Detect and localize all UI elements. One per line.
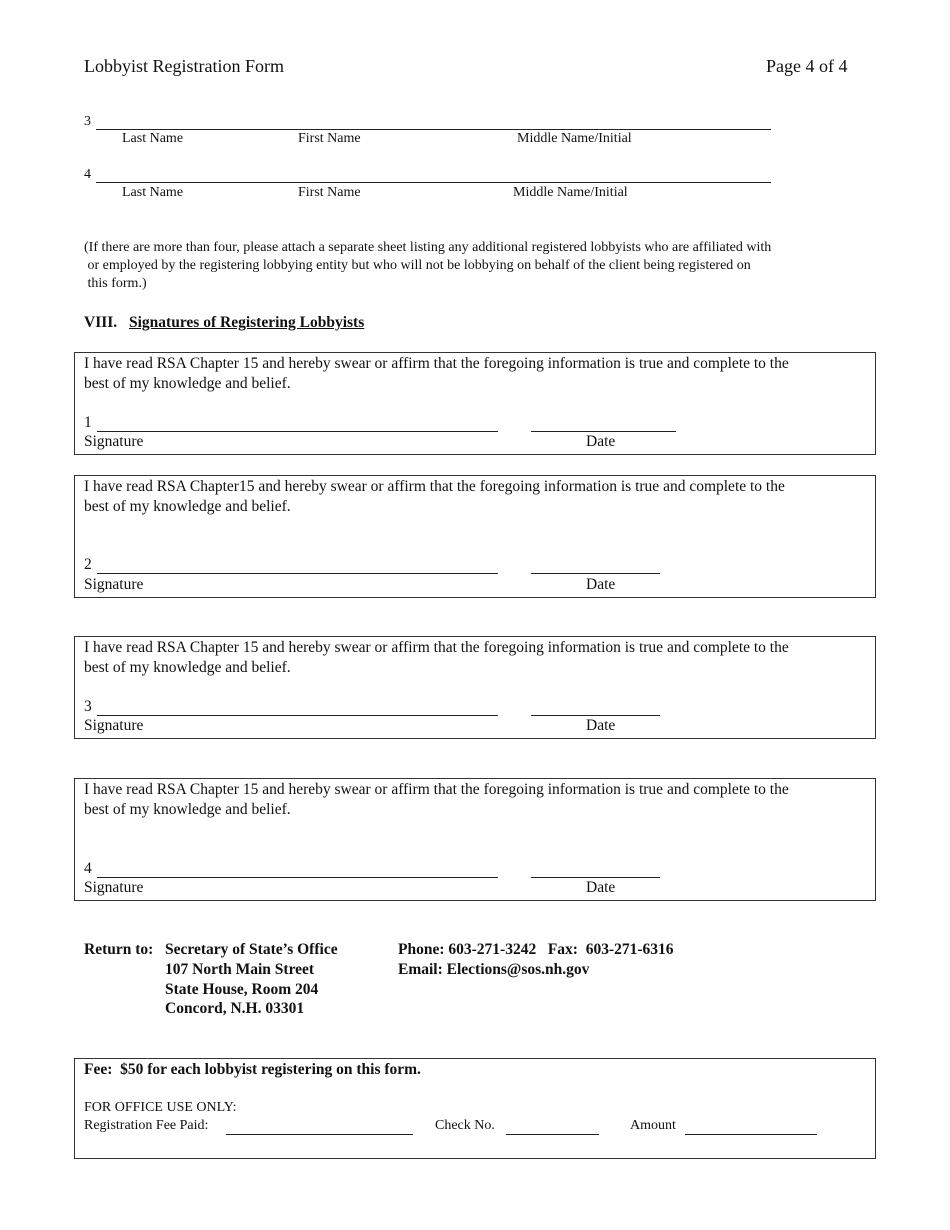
date-label: Date <box>586 433 616 450</box>
first-name-label: First Name <box>298 131 361 146</box>
signature-number: 1 <box>84 414 92 431</box>
signature-label: Signature <box>84 879 144 896</box>
signature-number: 4 <box>84 860 92 877</box>
date-label: Date <box>586 879 616 896</box>
affirmation-text: I have read RSA Chapter 15 and hereby swear or affirm that the foregoing information is true and complete to the <box>84 639 789 656</box>
date-label: Date <box>586 576 616 593</box>
return-address-line: Secretary of State’s Office <box>165 941 338 958</box>
check-no-label: Check No. <box>435 1118 495 1133</box>
signature-box-3 <box>74 636 876 739</box>
page-number: Page 4 of 4 <box>766 56 848 76</box>
signature-label: Signature <box>84 717 144 734</box>
date-label: Date <box>586 717 616 734</box>
amount-label: Amount <box>630 1118 676 1133</box>
note-line-3: this form.) <box>84 276 147 291</box>
affirmation-text: best of my knowledge and belief. <box>84 801 291 818</box>
date-line[interactable] <box>531 573 660 574</box>
affirmation-text: I have read RSA Chapter 15 and hereby swear or affirm that the foregoing information is true and complete to the <box>84 781 789 798</box>
signature-box-2 <box>74 475 876 598</box>
middle-name-label: Middle Name/Initial <box>517 131 632 146</box>
middle-name-label: Middle Name/Initial <box>513 185 628 200</box>
affirmation-text: I have read RSA Chapter15 and hereby swear or affirm that the foregoing information is true and complete to the <box>84 478 785 495</box>
email: Email: Elections@sos.nh.gov <box>398 961 590 978</box>
signature-line[interactable] <box>97 573 498 574</box>
section-number: VIII. <box>84 314 118 331</box>
note-line-2: or employed by the registering lobbying entity but who will not be lobbying on behalf of the client being registered on <box>84 258 751 273</box>
signature-box-4 <box>74 778 876 901</box>
section-title: Signatures of Registering Lobbyists <box>129 314 365 331</box>
signature-line[interactable] <box>97 715 498 716</box>
date-line[interactable] <box>531 431 676 432</box>
lobbyist-4-name-input[interactable] <box>100 165 760 181</box>
amount-line[interactable] <box>685 1134 817 1135</box>
signature-label: Signature <box>84 433 144 450</box>
signature-line[interactable] <box>97 877 498 878</box>
first-name-label: First Name <box>298 185 361 200</box>
fee-paid-line[interactable] <box>226 1134 413 1135</box>
return-label: Return to: <box>84 941 154 958</box>
return-address-line: Concord, N.H. 03301 <box>165 1000 305 1017</box>
signature-number: 2 <box>84 556 92 573</box>
date-line[interactable] <box>531 715 660 716</box>
return-address-line: 107 North Main Street <box>165 961 315 978</box>
last-name-label: Last Name <box>122 185 184 200</box>
phone-fax: Phone: 603-271-3242 Fax: 603-271-6316 <box>398 941 674 958</box>
lobbyist-3-name-input[interactable] <box>100 112 760 128</box>
signature-number: 3 <box>84 698 92 715</box>
last-name-label: Last Name <box>122 131 184 146</box>
signature-label: Signature <box>84 576 144 593</box>
date-line[interactable] <box>531 877 660 878</box>
check-no-line[interactable] <box>506 1134 599 1135</box>
fee-text: Fee: $50 for each lobbyist registering on this form. <box>84 1061 421 1078</box>
name-line <box>96 182 771 183</box>
affirmation-text: I have read RSA Chapter 15 and hereby swear or affirm that the foregoing information is true and complete to the <box>84 355 789 372</box>
note-line-1: (If there are more than four, please attach a separate sheet listing any additional registered lobbyists who are affiliated with <box>84 240 772 255</box>
affirmation-text: best of my knowledge and belief. <box>84 659 291 676</box>
fee-paid-label: Registration Fee Paid: <box>84 1118 209 1133</box>
name-line <box>96 129 771 130</box>
return-address-line: State House, Room 204 <box>165 981 319 998</box>
lobbyist-number: 3 <box>84 114 91 129</box>
affirmation-text: best of my knowledge and belief. <box>84 375 291 392</box>
fee-box <box>74 1058 876 1159</box>
lobbyist-number: 4 <box>84 167 91 182</box>
office-use-label: FOR OFFICE USE ONLY: <box>84 1100 237 1115</box>
affirmation-text: best of my knowledge and belief. <box>84 498 291 515</box>
signature-box-1 <box>74 352 876 455</box>
form-title: Lobbyist Registration Form <box>84 56 284 76</box>
signature-line[interactable] <box>97 431 498 432</box>
